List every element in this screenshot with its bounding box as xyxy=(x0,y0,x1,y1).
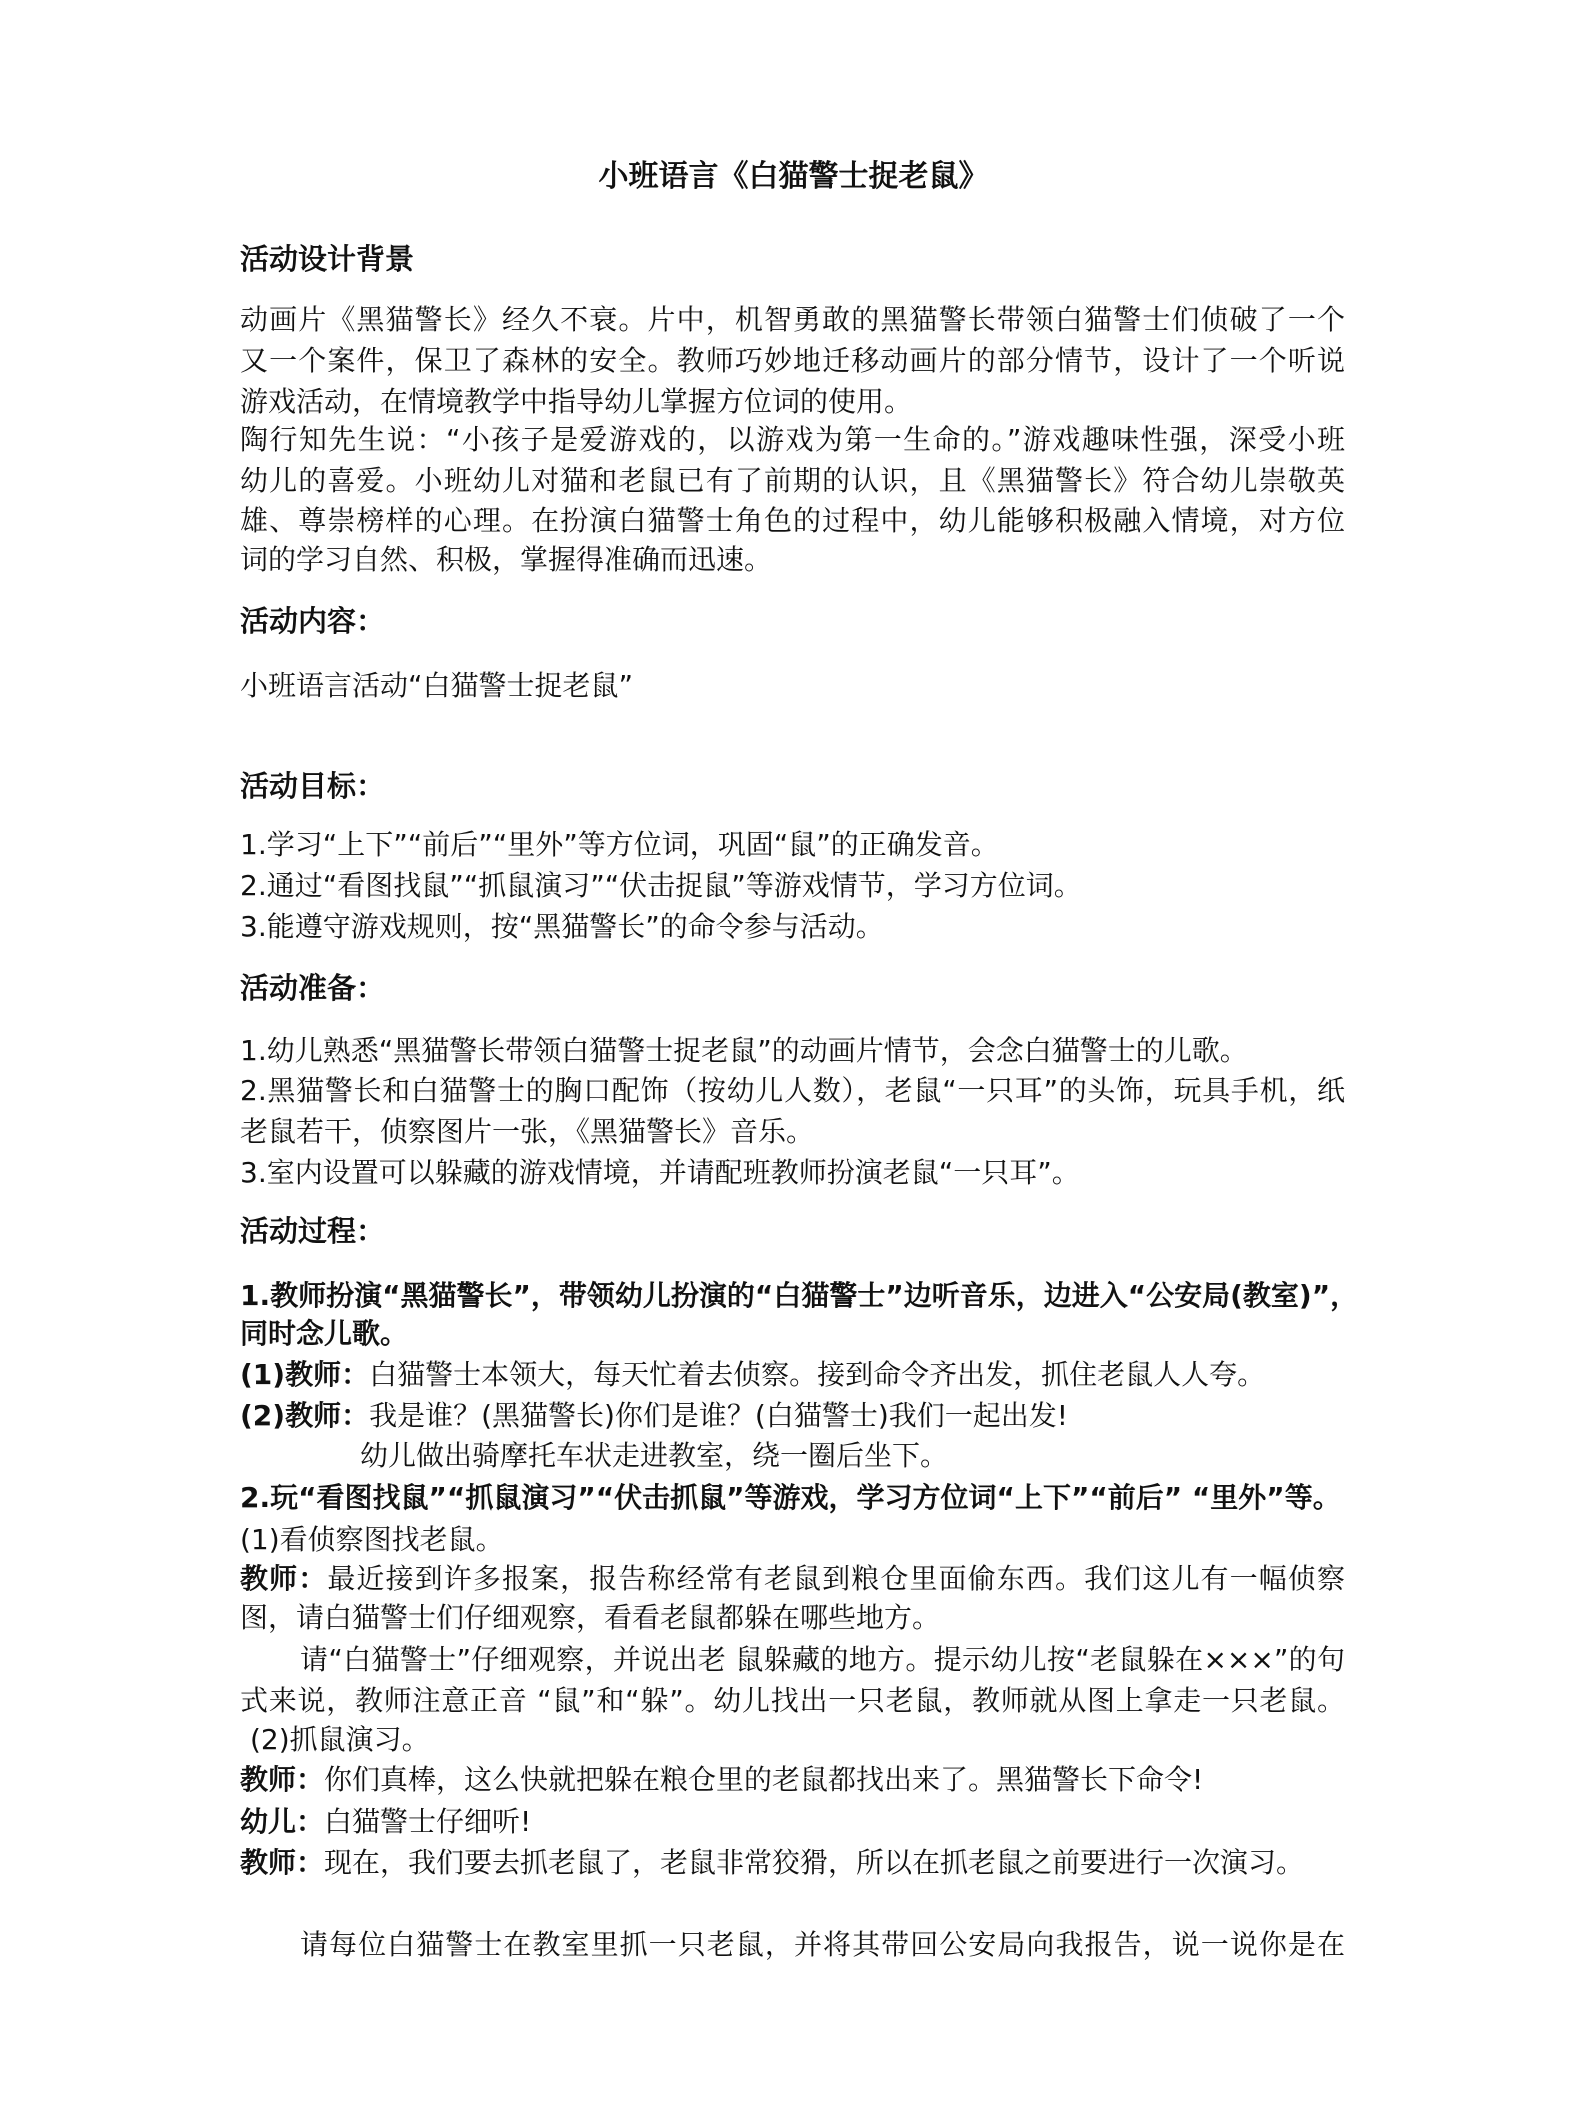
speaker-label: 教师： xyxy=(240,1846,325,1879)
goal-item: 3.能遵守游戏规则，按“黑猫警长”的命令参与活动。 xyxy=(240,910,884,943)
sub-step: (1)看侦察图找老鼠。 xyxy=(240,1523,504,1556)
process-step: 1.教师扮演“黑猫警长”，带领幼儿扮演的“白猫警士”边听音乐，边进入“公安局(教室)”， xyxy=(240,1279,1359,1312)
dialogue-line xyxy=(240,1396,1345,1436)
prep-line: 1.幼儿熟悉“黑猫警长带领白猫警士捉老鼠”的动画片情节，会念白猫警士的儿歌。 xyxy=(240,1034,1248,1067)
heading-background: 活动设计背景 xyxy=(240,242,415,276)
paragraph-line: 词的学习自然、积极，掌握得准确而迅速。 xyxy=(240,543,773,576)
action-note: 请“白猫警士”仔细观察，并说出老 鼠躲藏的地方。提示幼儿按“老鼠躲在×××”的句 xyxy=(300,1643,1345,1676)
prep-line: 3.室内设置可以躲藏的游戏情境，并请配班教师扮演老鼠“一只耳”。 xyxy=(240,1156,1080,1189)
speaker-label: 幼儿： xyxy=(240,1805,325,1838)
action-note: 式来说，教师注意正音 “鼠”和“躲”。幼儿找出一只老鼠，教师就从图上拿走一只老鼠。 xyxy=(240,1684,1345,1717)
speaker-label: (1)教师： xyxy=(240,1358,370,1391)
dialogue-text: 你们真棒，这么快就把躲在粮仓里的老鼠都找出来了。黑猫警长下命令! xyxy=(324,1763,1204,1796)
content-text: 小班语言活动“白猫警士捉老鼠” xyxy=(240,669,634,702)
process-step: 同时念儿歌。 xyxy=(240,1317,409,1350)
heading-goals: 活动目标： xyxy=(240,769,386,803)
speaker-label: 教师： xyxy=(240,1763,325,1796)
sub-step: (2)抓鼠演习。 xyxy=(250,1723,430,1756)
dialogue-text: 我是谁？(黑猫警长)你们是谁？(白猫警士)我们一起出发! xyxy=(369,1399,1069,1432)
goal-item: 1.学习“上下”“前后”“里外”等方位词，巩固“鼠”的正确发音。 xyxy=(240,828,999,861)
paragraph-line: 陶行知先生说：“小孩子是爱游戏的，以游戏为第一生命的。”游戏趣味性强，深受小班 xyxy=(240,423,1345,456)
prep-line: 老鼠若干，侦察图片一张，《黑猫警长》音乐。 xyxy=(240,1115,815,1148)
heading-content: 活动内容： xyxy=(240,604,386,638)
paragraph-line: 游戏活动，在情境教学中指导幼儿掌握方位词的使用。 xyxy=(240,385,913,418)
speaker-label: 教师： xyxy=(240,1562,328,1595)
heading-process: 活动过程： xyxy=(240,1214,386,1248)
paragraph-line: 幼儿的喜爱。小班幼儿对猫和老鼠已有了前期的认识，且《黑猫警长》符合幼儿崇敬英 xyxy=(240,464,1345,497)
dialogue-text: 白猫警士仔细听! xyxy=(324,1805,532,1838)
heading-preparation: 活动准备： xyxy=(240,971,386,1005)
paragraph-line: 又一个案件，保卫了森林的安全。教师巧妙地迁移动画片的部分情节，设计了一个听说 xyxy=(240,344,1345,377)
document-title: 小班语言《白猫警士捉老鼠》 xyxy=(598,159,989,194)
dialogue-line xyxy=(240,1760,1345,1800)
dialogue-text: 现在，我们要去抓老鼠了，老鼠非常狡猾，所以在抓老鼠之前要进行一次演习。 xyxy=(324,1846,1305,1879)
dialogue-line xyxy=(240,1802,1345,1842)
process-step: 2.玩“看图找鼠”“抓鼠演习”“伏击抓鼠”等游戏，学习方位词“上下”“前后” “里外”等。 xyxy=(240,1481,1341,1514)
dialogue-line: 图，请白猫警士们仔细观察，看看老鼠都躲在哪些地方。 xyxy=(240,1601,941,1634)
action-note: 幼儿做出骑摩托车状走进教室，绕一圈后坐下。 xyxy=(360,1439,949,1472)
dialogue-line xyxy=(240,1843,1345,1883)
prep-line: 2.黑猫警长和白猫警士的胸口配饰（按幼儿人数），老鼠“一只耳”的头饰，玩具手机，纸 xyxy=(240,1074,1345,1107)
speaker-label: (2)教师： xyxy=(240,1399,370,1432)
action-note: 请每位白猫警士在教室里抓一只老鼠，并将其带回公安局向我报告，说一说你是在 xyxy=(300,1928,1345,1961)
goal-item: 2.通过“看图找鼠”“抓鼠演习”“伏击捉鼠”等游戏情节，学习方位词。 xyxy=(240,869,1082,902)
dialogue-line xyxy=(240,1355,1345,1395)
dialogue-text: 白猫警士本领大，每天忙着去侦察。接到命令齐出发，抓住老鼠人人夸。 xyxy=(369,1358,1266,1391)
dialogue-text: 最近接到许多报案，报告称经常有老鼠到粮仓里面偷东西。我们这儿有一幅侦察 xyxy=(327,1562,1345,1595)
dialogue-line xyxy=(240,1559,1345,1599)
paragraph-line: 雄、尊崇榜样的心理。在扮演白猫警士角色的过程中，幼儿能够积极融入情境，对方位 xyxy=(240,504,1345,537)
paragraph-line: 动画片《黑猫警长》经久不衰。片中，机智勇敢的黑猫警长带领白猫警士们侦破了一个 xyxy=(240,303,1345,336)
